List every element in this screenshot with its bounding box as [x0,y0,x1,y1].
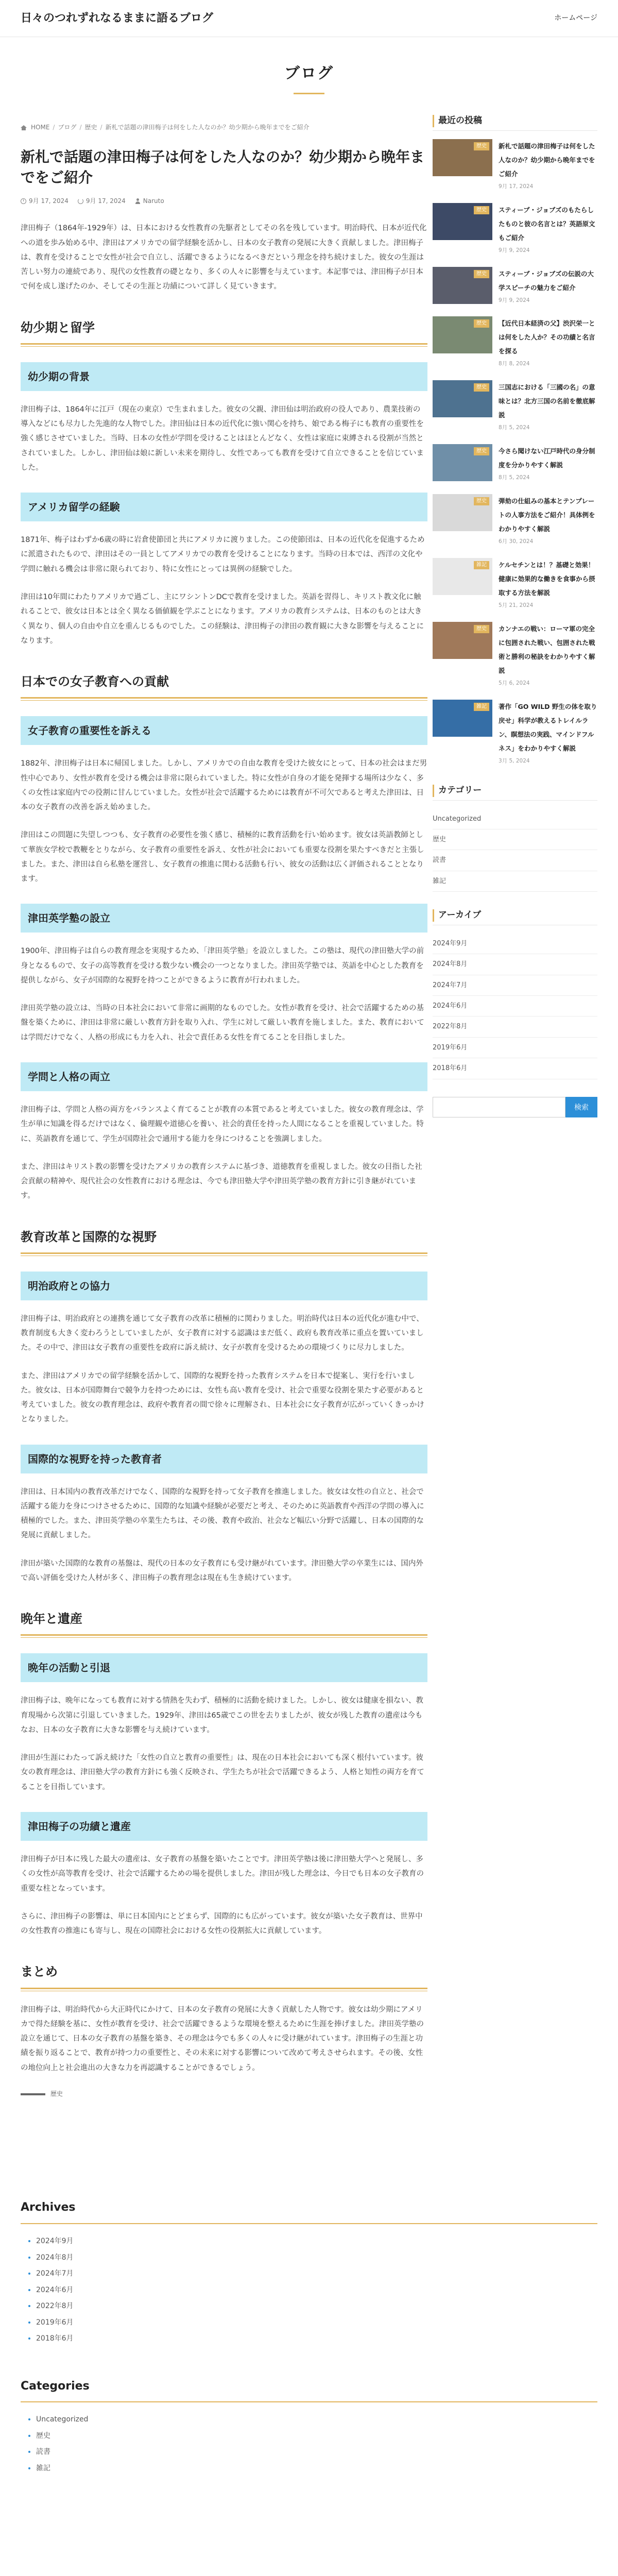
paragraph: 津田英学塾の設立は、当時の日本社会において非常に画期的なものでした。女性が教育を受け、社会で活躍するための基盤を築くために、津田は非常に厳しい教育方針を取り入れ、学生に対して厳しい教育を施しました。また、教育においては学問だけでなく、人格の形成にも力を入れ、社会で責任ある女性を育てることを目指しました。 [21,1004,424,1042]
recent-post-date: 6月 30, 2024 [499,538,534,545]
paragraph: また、津田はキリスト教の影響を受けたアメリカの教育システムに基づき、道徳教育を重視しました。彼女の目指した社会貢献の精神や、現代社会の女性教育における理念は、今でも津田塾大学や津田英学塾の教育方針に引き継がれています。 [21,1162,422,1200]
footer-categories-list [21,2412,597,2477]
category-badge: 歴史 [474,270,489,278]
recent-post-item[interactable] [433,203,597,256]
paragraph: 津田が生涯にわたって訴え続けた「女性の自立と教育の重要性」は、現在の日本社会においても深く根付いています。彼女の教育理念は、津田塾大学の教育方針にも強く反映され、学生たちが社会で活躍できるよう、人格と知性の両方を育てることを目指しています。 [21,1754,424,1791]
post-title: 新札で話題の津田梅子は何をした人なのか？幼少期から晩年までをご紹介 [21,148,425,187]
paragraph: 津田梅子は、明治時代から大正時代にかけて、日本の女子教育の発展に大きく貢献した人物です。彼女は幼少期にアメリカで得た経験を基に、女性が教育を受け、社会で活躍できるような環境を整えるために生涯を捧げました。津田英学塾の設立を通じて、日本の女子教育の基盤を築き、その理念は今でも多くの人々に受け継がれています。津田梅子の生涯と功績を振り返ることで、教育が持つ力の重要性と、その未来に対する影響について改めて考えさせられます。その後、女性の地位向上と社会進出の大きな力を再認識することができるでしょう。 [21,2005,424,2072]
recent-post-date: 9月 9, 2024 [499,247,530,253]
updated-date-text: 9月 17, 2024 [85,197,126,205]
recent-post-link[interactable]: カンナエの戦い：ローマ軍の完全に包囲された戦い、包囲された戦術と勝利の秘訣をわかりやすく解説 [499,624,595,674]
paragraph: 1900年、津田梅子は自らの教育理念を実現するため、「津田英学塾」を設立しました。この塾は、現代の津田塾大学の前身となるもので、女子の高等教育を受ける数少ない機会の一つとなりました。津田英学塾では、英語を中心とした教育を提供しながら、女子が国際的な視野を持つことができるように教育が行われました。 [21,947,424,985]
paragraph: 1871年、梅子はわずか6歳の時に岩倉使節団と共にアメリカに渡りました。この使節団は、日本の近代化を促進するために派遣されたもので、津田はその一員としてアメリカでの教育を受けることになります。当時の日本では、西洋の文化や学問に触れる機会は非常に限られており、特に女性にとっては異例の経験でした。 [21,536,425,573]
recent-post-date: 9月 9, 2024 [499,297,530,303]
archive-item-link[interactable]: 2019年6月 [433,1043,468,1052]
recent-post-text [499,444,597,483]
paragraph: 津田梅子は、学問と人格の両方をバランスよく育てることが教育の本質であると考えていました。彼女の教育理念は、学生が単に知識を得るだけではなく、倫理観や道徳心を養い、社会的責任を持った人間になることを重視していました。特に、英語教育を通じて、学生が国際社会で通用する能力を身につけることを強調しました。 [21,1105,424,1143]
footer-category-item [36,2461,597,2477]
refresh-icon [78,198,83,204]
post-thumbnail[interactable] [433,380,492,417]
recent-post-link[interactable]: スティーブ・ジョブズの伝説の大学スピーチの魅力をご紹介 [499,269,594,292]
footer-archive-item-link[interactable]: 2018年6月 [36,2334,74,2343]
post-thumbnail[interactable] [433,622,492,659]
section-heading: 晩年と遺産 [21,1608,427,1636]
recent-post-date: 5月 21, 2024 [499,602,534,609]
title-underline [294,93,324,94]
recent-post-link[interactable]: 三国志における「三國の名」の意味とは？北方三国の名前を徹底解説 [499,383,595,419]
footer-categories-title: Categories [21,2376,597,2403]
clock-icon [21,198,26,204]
subsection-heading: アメリカ留学の経験 [21,493,427,521]
archive-item-link[interactable]: 2018年6月 [433,1064,468,1073]
paragraph: また、津田はアメリカでの留学経験を活かして、国際的な視野を持った教育システムを日本で提案し、実行を行いました。彼女は、日本が国際舞台で競争力を持つためには、女性も高い教育を受け、社会で重要な役割を果たす必要があると考えていました。彼女の教育理念は、政府や教育者の間で徐々に理解され、日本社会に女子教育が広がっていくきっかけとなりました。 [21,1371,424,1424]
category-badge: 雑記 [474,561,489,569]
subsection-heading: 晩年の活動と引退 [21,1653,427,1682]
recent-post-text [499,380,597,433]
page-title: ブログ [284,64,334,82]
recent-post-item[interactable] [433,700,597,766]
category-badge: 歴史 [474,625,489,633]
category-item [433,829,597,850]
breadcrumb-separator: / [100,124,102,131]
archive-item [433,996,597,1016]
intro-paragraph: 津田梅子（1864年-1929年）は、日本における女性教育の先駆者としてその名を残しています。明治時代、日本が近代化への道を歩み始める中、津田はアメリカでの留学経験を活かし、日本の女子教育の発展に大きく貢献しました。津田梅子は、教育を受けることで女性が社会で自立し、活躍できるようになるべきだという理念を持ち続けました。彼女の生涯は苦しい努力の連続であり、現代の女性教育の礎となり、多くの人々に影響を与えています。本記事では、津田梅子が日本で何を成し遂げたのか、そしてその生涯と功績について詳しく見ていきます。 [21,224,427,291]
footer-category-item-link[interactable]: 読書 [36,2448,50,2456]
archive-item [433,934,597,954]
category-badge: 歴史 [474,206,489,214]
recent-post-date: 9月 17, 2024 [499,183,534,190]
recent-post-item[interactable] [433,139,597,192]
archive-item [433,1038,597,1058]
published-date [21,196,68,207]
subsection-heading: 明治政府との協力 [21,1272,427,1300]
post-thumbnail[interactable] [433,494,492,531]
published-date-text: 9月 17, 2024 [29,197,68,205]
recent-post-text [499,267,597,306]
footer-archive-item [36,2315,597,2331]
home-icon [21,125,27,130]
paragraph: 1882年、津田梅子は日本に帰国しました。しかし、アメリカでの自由な教育を受けた彼女にとって、日本の社会はまだ男性中心であり、女性が教育を受ける機会は非常に限られていました。特に女性が自身の才能を発揮する場所は少なく、多くの女性は家庭内での役割に甘んじていました。女性が社会で活躍するためには教育が不可欠であると考えた津田は、日本の女子教育の改善を訴え始めました。 [21,759,427,812]
recent-post-item[interactable] [433,380,597,433]
author-link[interactable]: Naruto [143,197,164,205]
recent-post-item[interactable] [433,444,597,483]
recent-post-date: 8月 5, 2024 [499,474,530,481]
category-badge: 歴史 [474,142,489,150]
footer-archive-item [36,2298,597,2315]
recent-post-date: 8月 5, 2024 [499,425,530,431]
breadcrumb-category[interactable]: 歴史 [84,124,97,131]
footer-archives-title: Archives [21,2197,597,2224]
recent-post-link[interactable]: 新札で話題の津田梅子は何をした人なのか？幼少期から晩年までをご紹介 [499,142,595,178]
archive-item [433,1016,597,1037]
archive-item-link[interactable]: 2022年8月 [433,1023,468,1031]
category-item-link[interactable]: 歴史 [433,835,447,843]
archives-header [433,909,597,925]
category-badge: 歴史 [474,497,489,505]
post-thumbnail[interactable] [433,558,492,595]
recent-post-item[interactable] [433,316,597,369]
footer-archive-item-link[interactable]: 2024年8月 [36,2253,74,2262]
category-badge: 歴史 [474,319,489,328]
footer-category-item [36,2444,597,2461]
search-form [433,1097,597,1117]
categories-list [433,809,597,892]
recent-posts-header [433,115,597,131]
footer-archive-item-link[interactable]: 2024年6月 [36,2285,74,2294]
subsection-heading: 学問と人格の両立 [21,1062,427,1091]
breadcrumb-blog[interactable]: ブログ [58,124,77,131]
tag-chip [21,2093,45,2095]
footer-archive-item-link[interactable]: 2024年7月 [36,2269,74,2278]
recent-post-item[interactable] [433,558,597,611]
breadcrumb-home[interactable]: HOME [31,124,50,131]
recent-post-text [499,622,597,688]
sidebar [433,115,597,2120]
recent-post-date: 8月 8, 2024 [499,361,530,367]
archives-title: アーカイブ [433,909,597,922]
post-tags [21,2089,427,2100]
section-heading: 幼少期と留学 [21,317,427,345]
layout [0,115,618,2120]
paragraph: 津田梅子は、晩年になっても教育に対する情熱を失わず、積極的に活動を続けました。しかし、彼女は健康を損ない、教育現場から次第に引退していきました。1929年、津田は65歳でこの世を去りましたが、彼女が残した教育の遺産は今もなお、日本の女子教育に大きな影響を与え続けています。 [21,1697,423,1734]
categories-title: カテゴリー [433,785,597,797]
archive-item [433,954,597,975]
footer-archive-item [36,2331,597,2347]
paragraph: 津田は10年間にわたりアメリカで過ごし、主にワシントンDCで教育を受けました。英語を習得し、キリスト教文化に触れることで、彼女は日本とは全く異なる価値観を学ぶことになります。アメリカの教育システムは、日本のものとは大きく異なり、個人の自由や自立を重んじるものでした。この経験は、津田梅子の津田の教育観に大きな影響を与えることになります。 [21,593,424,645]
footer-archive-item [36,2266,597,2282]
footer-archive-item-link[interactable]: 2022年8月 [36,2302,74,2311]
archive-item [433,975,597,996]
archive-item-link[interactable]: 2024年7月 [433,981,468,989]
breadcrumb-separator: / [53,124,55,131]
user-icon [135,198,141,204]
footer-archive-item-link[interactable]: 2019年6月 [36,2318,74,2327]
post-thumbnail[interactable] [433,203,492,240]
recent-post-text [499,316,597,369]
post-thumbnail[interactable] [433,444,492,481]
category-item [433,850,597,871]
footer-category-item-link[interactable]: 雑記 [36,2464,50,2472]
category-badge: 雑記 [474,703,489,711]
category-item-link[interactable]: 雑記 [433,877,447,885]
paragraph: 津田梅子が日本に残した最大の遺産は、女子教育の基盤を築いたことです。津田英学塾は後に津田塾大学へと発展し、多くの女性が高等教育を受け、社会で活躍するための場を提供しました。津田が残した理念は、今日でも日本の女子教育の重要な柱となっています。 [21,1855,424,1893]
category-badge: 歴史 [474,383,489,392]
categories-header [433,785,597,801]
subsection-heading: 幼少期の背景 [21,362,427,391]
post-author [135,196,164,207]
section-heading: まとめ [21,1961,427,1989]
tag-link-history[interactable]: 歴史 [50,2090,63,2097]
post-meta [21,196,427,207]
category-item-link[interactable]: Uncategorized [433,815,482,823]
search-button[interactable]: 検索 [565,1097,597,1117]
paragraph: さらに、津田梅子の影響は、単に日本国内にとどまらず、国際的にも広がっています。彼女が築いた女子教育は、世界中の女性教育の推進にも寄与し、現在の国際社会における女性の役割拡大に貢献しています。 [21,1912,423,1936]
recent-post-text [499,139,597,192]
footer-archive-item [36,2250,597,2266]
footer-archive-item [36,2282,597,2299]
post-thumbnail[interactable] [433,267,492,304]
category-item-link[interactable]: 読書 [433,856,447,865]
footer-category-item-link[interactable]: 歴史 [36,2431,50,2440]
breadcrumb-separator: / [79,124,82,131]
subsection-heading: 津田英学塾の設立 [21,904,427,933]
recent-post-item[interactable] [433,622,597,688]
main-content [21,115,427,2120]
recent-post-link[interactable]: 著作「GO WILD 野生の体を取り戻せ」科学が教えるトレイルラン、瞑想法の実践、マインドフルネス」をわかりやすく解説 [499,702,597,752]
recent-post-date: 3月 5, 2024 [499,757,530,764]
archive-item-link[interactable]: 2024年6月 [433,1002,468,1010]
breadcrumb-current: 新札で話題の津田梅子は何をした人なのか？幼少期から晩年までをご紹介 [105,124,310,131]
post-thumbnail[interactable] [433,700,492,737]
archives-list [433,934,597,1079]
subsection-heading: 津田梅子の功績と遺産 [21,1812,427,1841]
subsection-heading: 女子教育の重要性を訴える [21,716,427,745]
footer-archive-item-link[interactable]: 2024年9月 [36,2237,74,2246]
section-heading: 日本での女子教育への貢献 [21,671,427,699]
footer-category-item [36,2412,597,2428]
recent-posts-title: 最近の投稿 [433,115,597,127]
post-thumbnail[interactable] [433,139,492,176]
recent-post-text [499,203,597,256]
post-thumbnail[interactable] [433,316,492,353]
recent-post-link[interactable]: 【近代日本経済の父】渋沢栄一とは何をした人か？その功績と名言を探る [499,319,595,355]
paragraph: 津田梅子は、明治政府との連携を通じて女子教育の改革に積極的に関わりました。明治時代は日本の近代化が進む中で、教育制度も大きく変わろうとしていましたが、女子教育に対する認識はまだ低く、政府も教育改革に重点を置いていました。その中で、津田は女子教育の重要性を政府に訴え続け、女子が教育を受けるための環境づくりに尽力しました。 [21,1314,424,1352]
recent-post-text [499,700,597,766]
search-input[interactable] [433,1097,565,1117]
archive-item-link[interactable]: 2024年8月 [433,960,468,969]
category-item [433,809,597,829]
footer-archives-list [21,2233,597,2347]
recent-post-date: 5月 6, 2024 [499,680,530,686]
article-body [21,221,427,2075]
recent-post-item[interactable] [433,494,597,547]
breadcrumb [21,115,427,147]
recent-posts-list [433,139,597,766]
recent-post-text [499,558,597,611]
footer-widgets [0,2120,618,2547]
archive-item-link[interactable]: 2024年9月 [433,939,468,947]
paragraph: 津田は、日本国内の教育改革だけでなく、国際的な視野を持って女子教育を推進しました。彼女は女性の自立と、社会で活躍する能力を身につけさせるために、国際的な知識や経験が必要だと考え、そのために英語教育や西洋の学問の導入に積極的でした。また、津田英学塾の卒業生たちは、その後、教育や政治、社会など幅広い分野で活躍し、日本の国際的な発展に貢献しました。 [21,1487,424,1540]
paragraph: 津田はこの問題に失望しつつも、女子教育の必要性を強く感じ、積極的に教育活動を行い始めます。彼女は英語教師として華族女学校で教鞭をとりながら、女子教育の重要性を訴え、女性が社会においても重要な役割を果たすべきだと主張しました。また、津田は自ら私塾を運営し、女子教育の推進に関わる活動も行い、彼女の活動は広く評価されることとなります。 [21,831,424,884]
recent-post-link[interactable]: スティーブ・ジョブズのもたらしたものと彼の名言とは？英語原文もご紹介 [499,206,595,242]
recent-post-link[interactable]: 弾劾の仕組みの基本とテンプレートの人事方法をご紹介！具体例をわかりやすく解説 [499,497,595,533]
footer-archive-item [36,2233,597,2250]
recent-post-text [499,494,597,547]
subsection-heading: 国際的な視野を持った教育者 [21,1445,427,1473]
archive-item [433,1058,597,1079]
category-badge: 歴史 [474,447,489,455]
paragraph: 津田梅子は、1864年に江戸（現在の東京）で生まれました。彼女の父親、津田仙は明治政府の役人であり、農業技術の導入などにも尽力した先進的な人物でした。津田仙は日本の近代化に強い関心を持ち、娘である梅子にも教育の重要性を強く感じさせていました。当時、日本の女性が学問を受けることはほとんどなく、女性は家庭に束縛される役割が当然とされていました。しかし、津田仙は娘に新しい未来を期待し、女性であっても教育を受けて自立できることを信じていました。 [21,405,424,472]
site-title-link[interactable]: 日々のつれずれなるままに語るブログ [21,11,214,25]
paragraph: 津田が築いた国際的な教育の基盤は、現代の日本の女子教育にも受け継がれています。津田塾大学の卒業生には、国内外で高い評価を受けた人材が多く、津田梅子の教育理念は現在も生き続けています。 [21,1559,423,1582]
footer-category-item-link[interactable]: Uncategorized [36,2415,89,2424]
recent-post-link[interactable]: ケルセチンとは！？基礎と効果！健康に効果的な働きを食事から摂取する方法を解説 [499,561,595,597]
footer-category-item [36,2428,597,2445]
recent-post-item[interactable] [433,267,597,306]
section-heading: 教育改革と国際的な視野 [21,1226,427,1254]
nav-home-link[interactable]: ホームページ [554,13,597,22]
page-banner [0,37,618,115]
category-item [433,871,597,892]
updated-date [78,196,126,207]
recent-post-link[interactable]: 今さら聞けない江戸時代の身分制度を分かりやすく解説 [499,447,595,469]
site-header [0,0,618,37]
